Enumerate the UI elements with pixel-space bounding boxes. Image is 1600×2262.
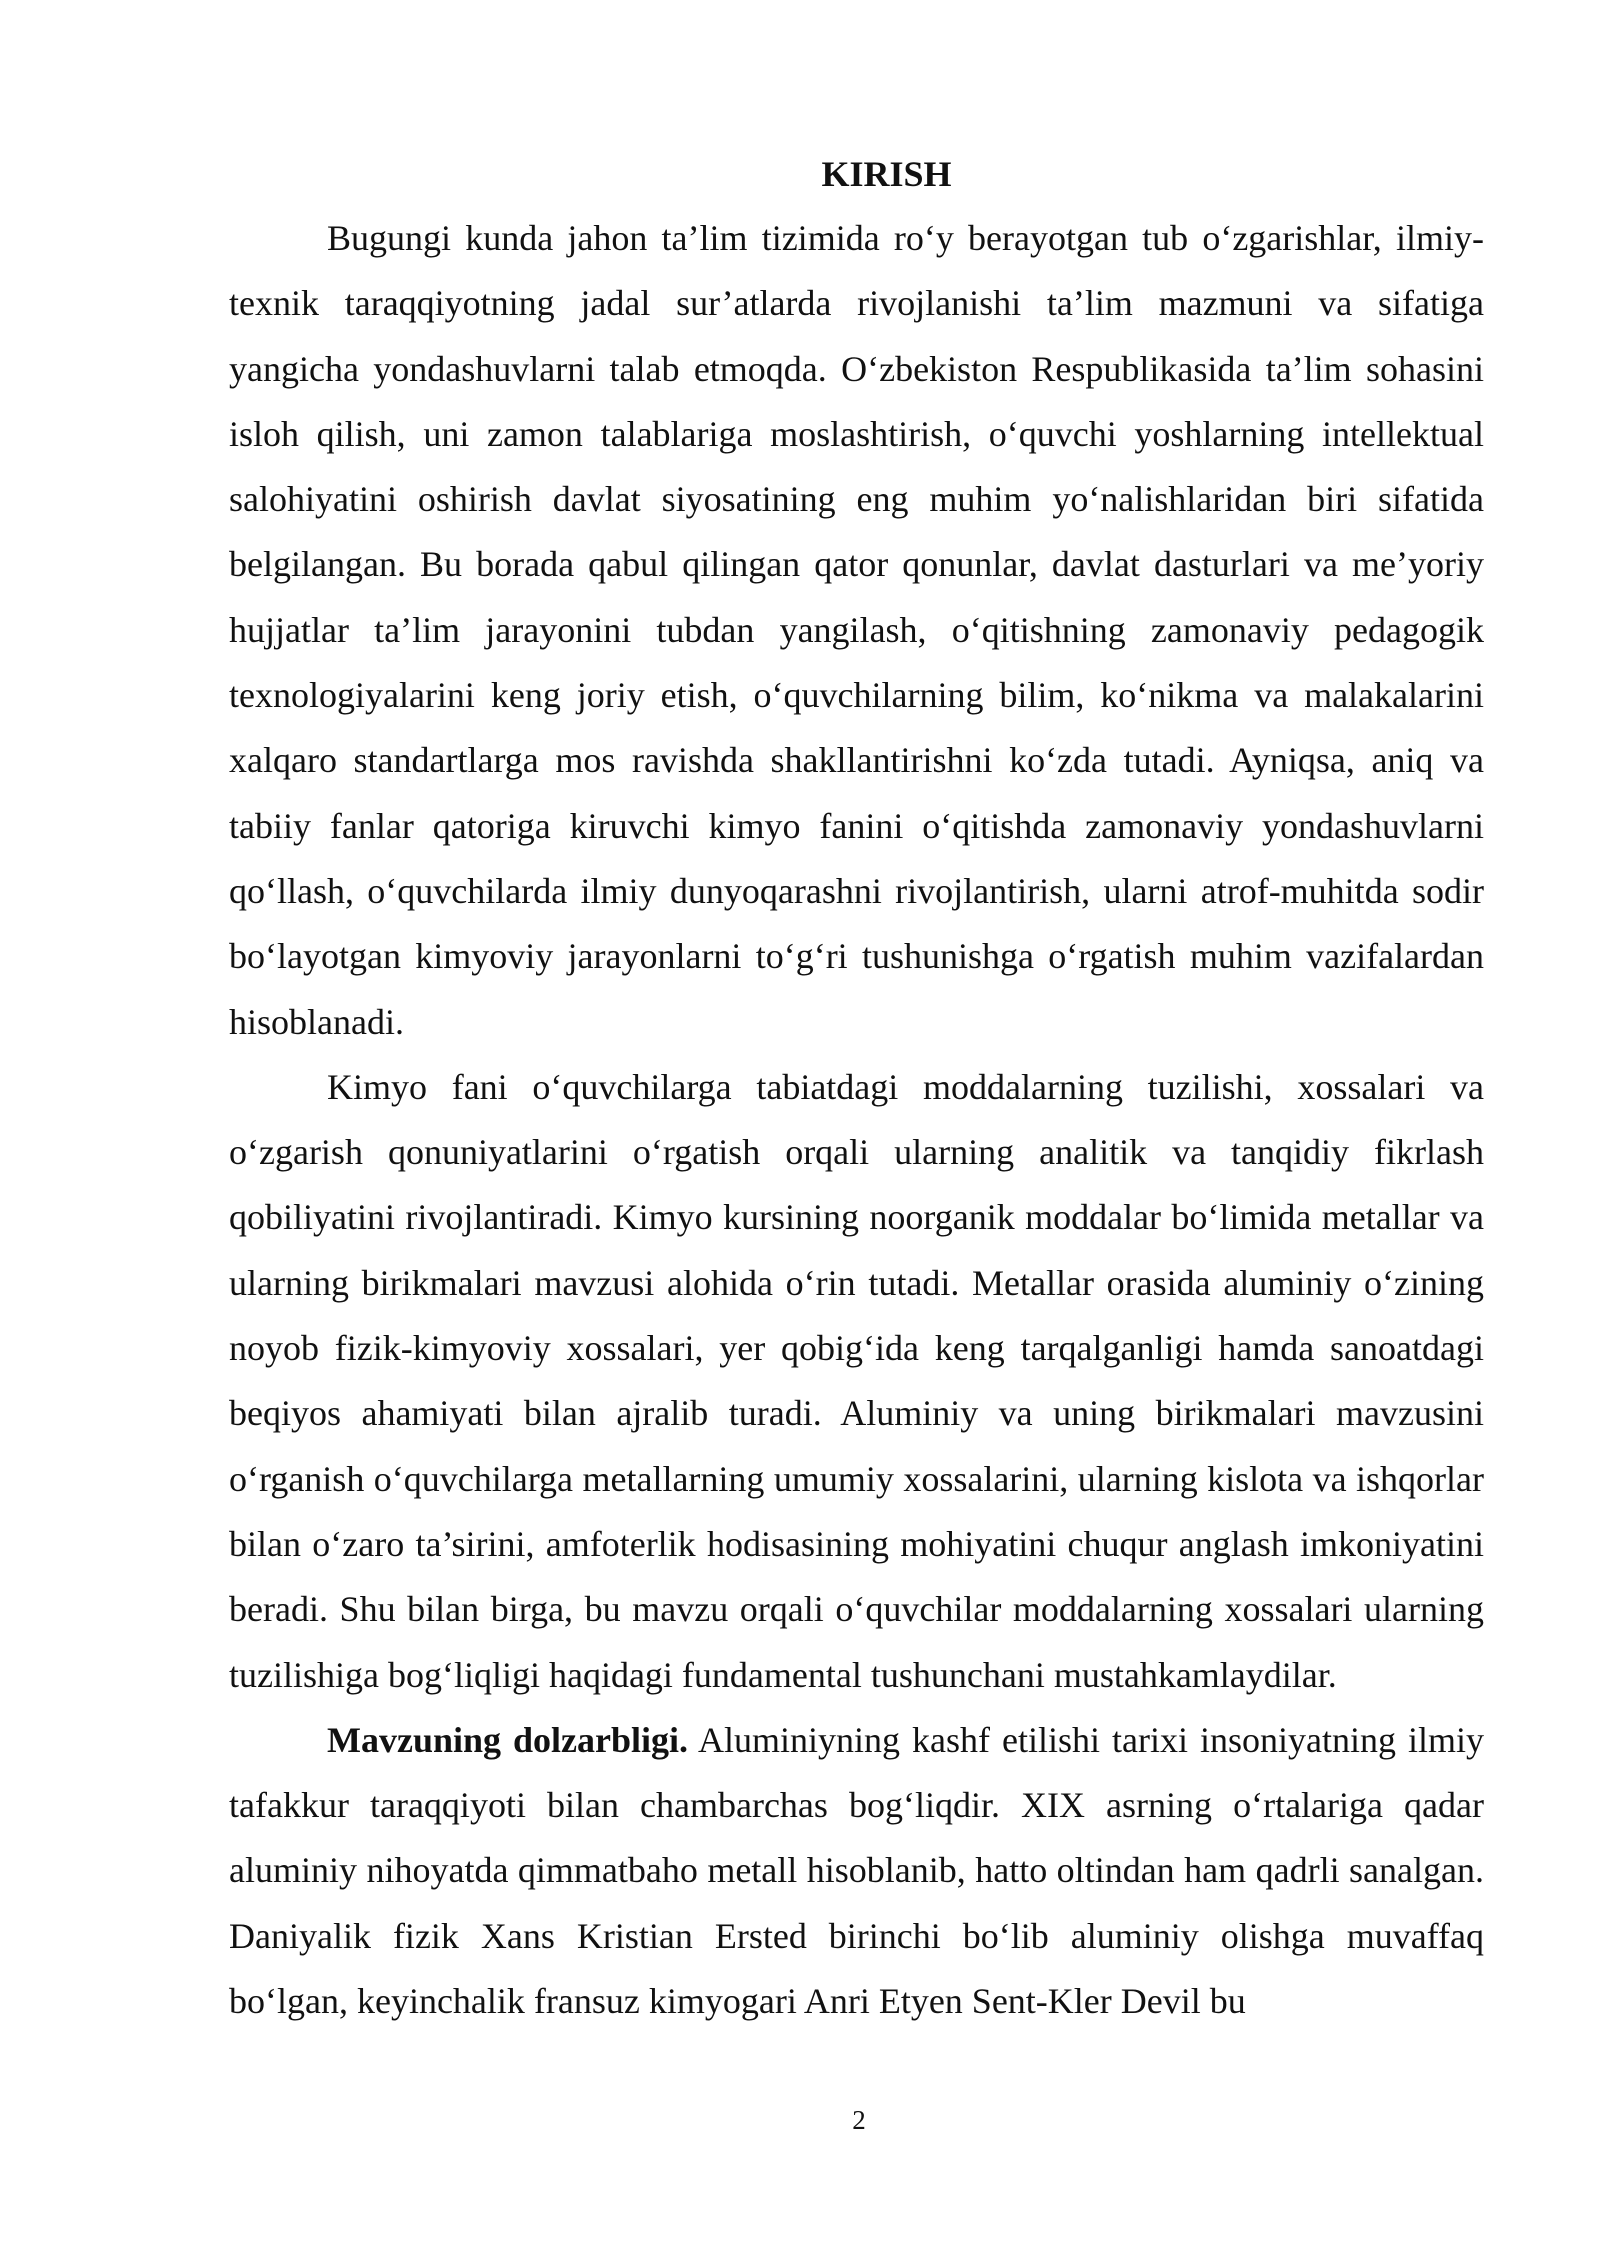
- page-number: 2: [852, 2105, 866, 2135]
- paragraph-relevance: [229, 1708, 1484, 2034]
- paragraph-introduction: [229, 206, 1484, 1055]
- section-heading: KIRISH: [821, 154, 952, 194]
- page-body: [229, 142, 1484, 2034]
- paragraph-text: Bugungi kunda jahon ta’lim tizimida ro‘y berayotgan tub o‘zgarishlar, ilmiy-texnik taraqqiyotning jadal sur’atlarda rivojlanishi ta’lim mazmuni va sifatiga yangicha yondashuvlarni talab etmoqda. O‘zbekiston Respublikasida ta’lim sohasini isloh qilish, uni zamon talablariga moslashtirish, o‘quvchi yoshlarning intellektual salohiyatini oshirish davlat siyosatining eng muhim yo‘nalishlaridan biri sifatida belgilangan. Bu borada qabul qilingan qator qonunlar, davlat dasturlari va me’yoriy hujjatlar ta’lim jarayonini tubdan yangilash, o‘qitishning zamonaviy pedagogik texnologiyalarini keng joriy etish, o‘quvchilarning bilim, ko‘nikma va malakalarini xalqaro standartlarga mos ravishda shakllantirishni ko‘zda tutadi. Ayniqsa, aniq va tabiiy fanlar qatoriga kiruvchi kimyo fanini o‘qitishda zamonaviy yondashuvlarni qo‘llash, o‘quvchilarda ilmiy dunyoqarashni rivojlantirish, ularni atrof-muhitda sodir bo‘layotgan kimyoviy jarayonlarni to‘g‘ri tushunishga o‘rgatish muhim vazifalardan hisoblanadi.: [229, 218, 1484, 1042]
- paragraph-text: Aluminiyning kashf etilishi tarixi insoniyatning ilmiy tafakkur taraqqiyoti bilan chambarchas bog‘liqdir. XIX asrning o‘rtalariga qadar aluminiy nihoyatda qimmatbaho metall hisoblanib, hatto oltindan ham qadrli sanalgan. Daniyalik fizik Xans Kristian Ersted birinchi bo‘lib aluminiy olishga muvaffaq bo‘lgan, keyinchalik fransuz kimyogari Anri Etyen Sent-Kler Devil bu: [229, 1719, 1484, 2022]
- paragraph-chemistry: [229, 1055, 1484, 1708]
- paragraph-lead-bold: Mavzuning dolzarbligi.: [327, 1719, 689, 1760]
- paragraph-text: Kimyo fani o‘quvchilarga tabiatdagi moddalarning tuzilishi, xossalari va o‘zgarish qonuniyatlarini o‘rgatish orqali ularning analitik va tanqidiy fikrlash qobiliyatini rivojlantiradi. Kimyo kursining noorganik moddalar bo‘limida metallar va ularning birikmalari mavzusi alohida o‘rin tutadi. Metallar orasida aluminiy o‘zining noyob fizik-kimyoviy xossalari, yer qobig‘ida keng tarqalganligi hamda sanoatdagi beqiyos ahamiyati bilan ajralib turadi. Aluminiy va uning birikmalari mavzusini o‘rganish o‘quvchilarga metallarning umumiy xossalarini, ularning kislota va ishqorlar bilan o‘zaro ta’sirini, amfoterlik hodisasining mohiyatini chuqur anglash imkoniyatini beradi. Shu bilan birga, bu mavzu orqali o‘quvchilar moddalarning xossalari ularning tuzilishiga bog‘liqligi haqidagi fundamental tushunchani mustahkamlaydilar.: [229, 1066, 1484, 1695]
